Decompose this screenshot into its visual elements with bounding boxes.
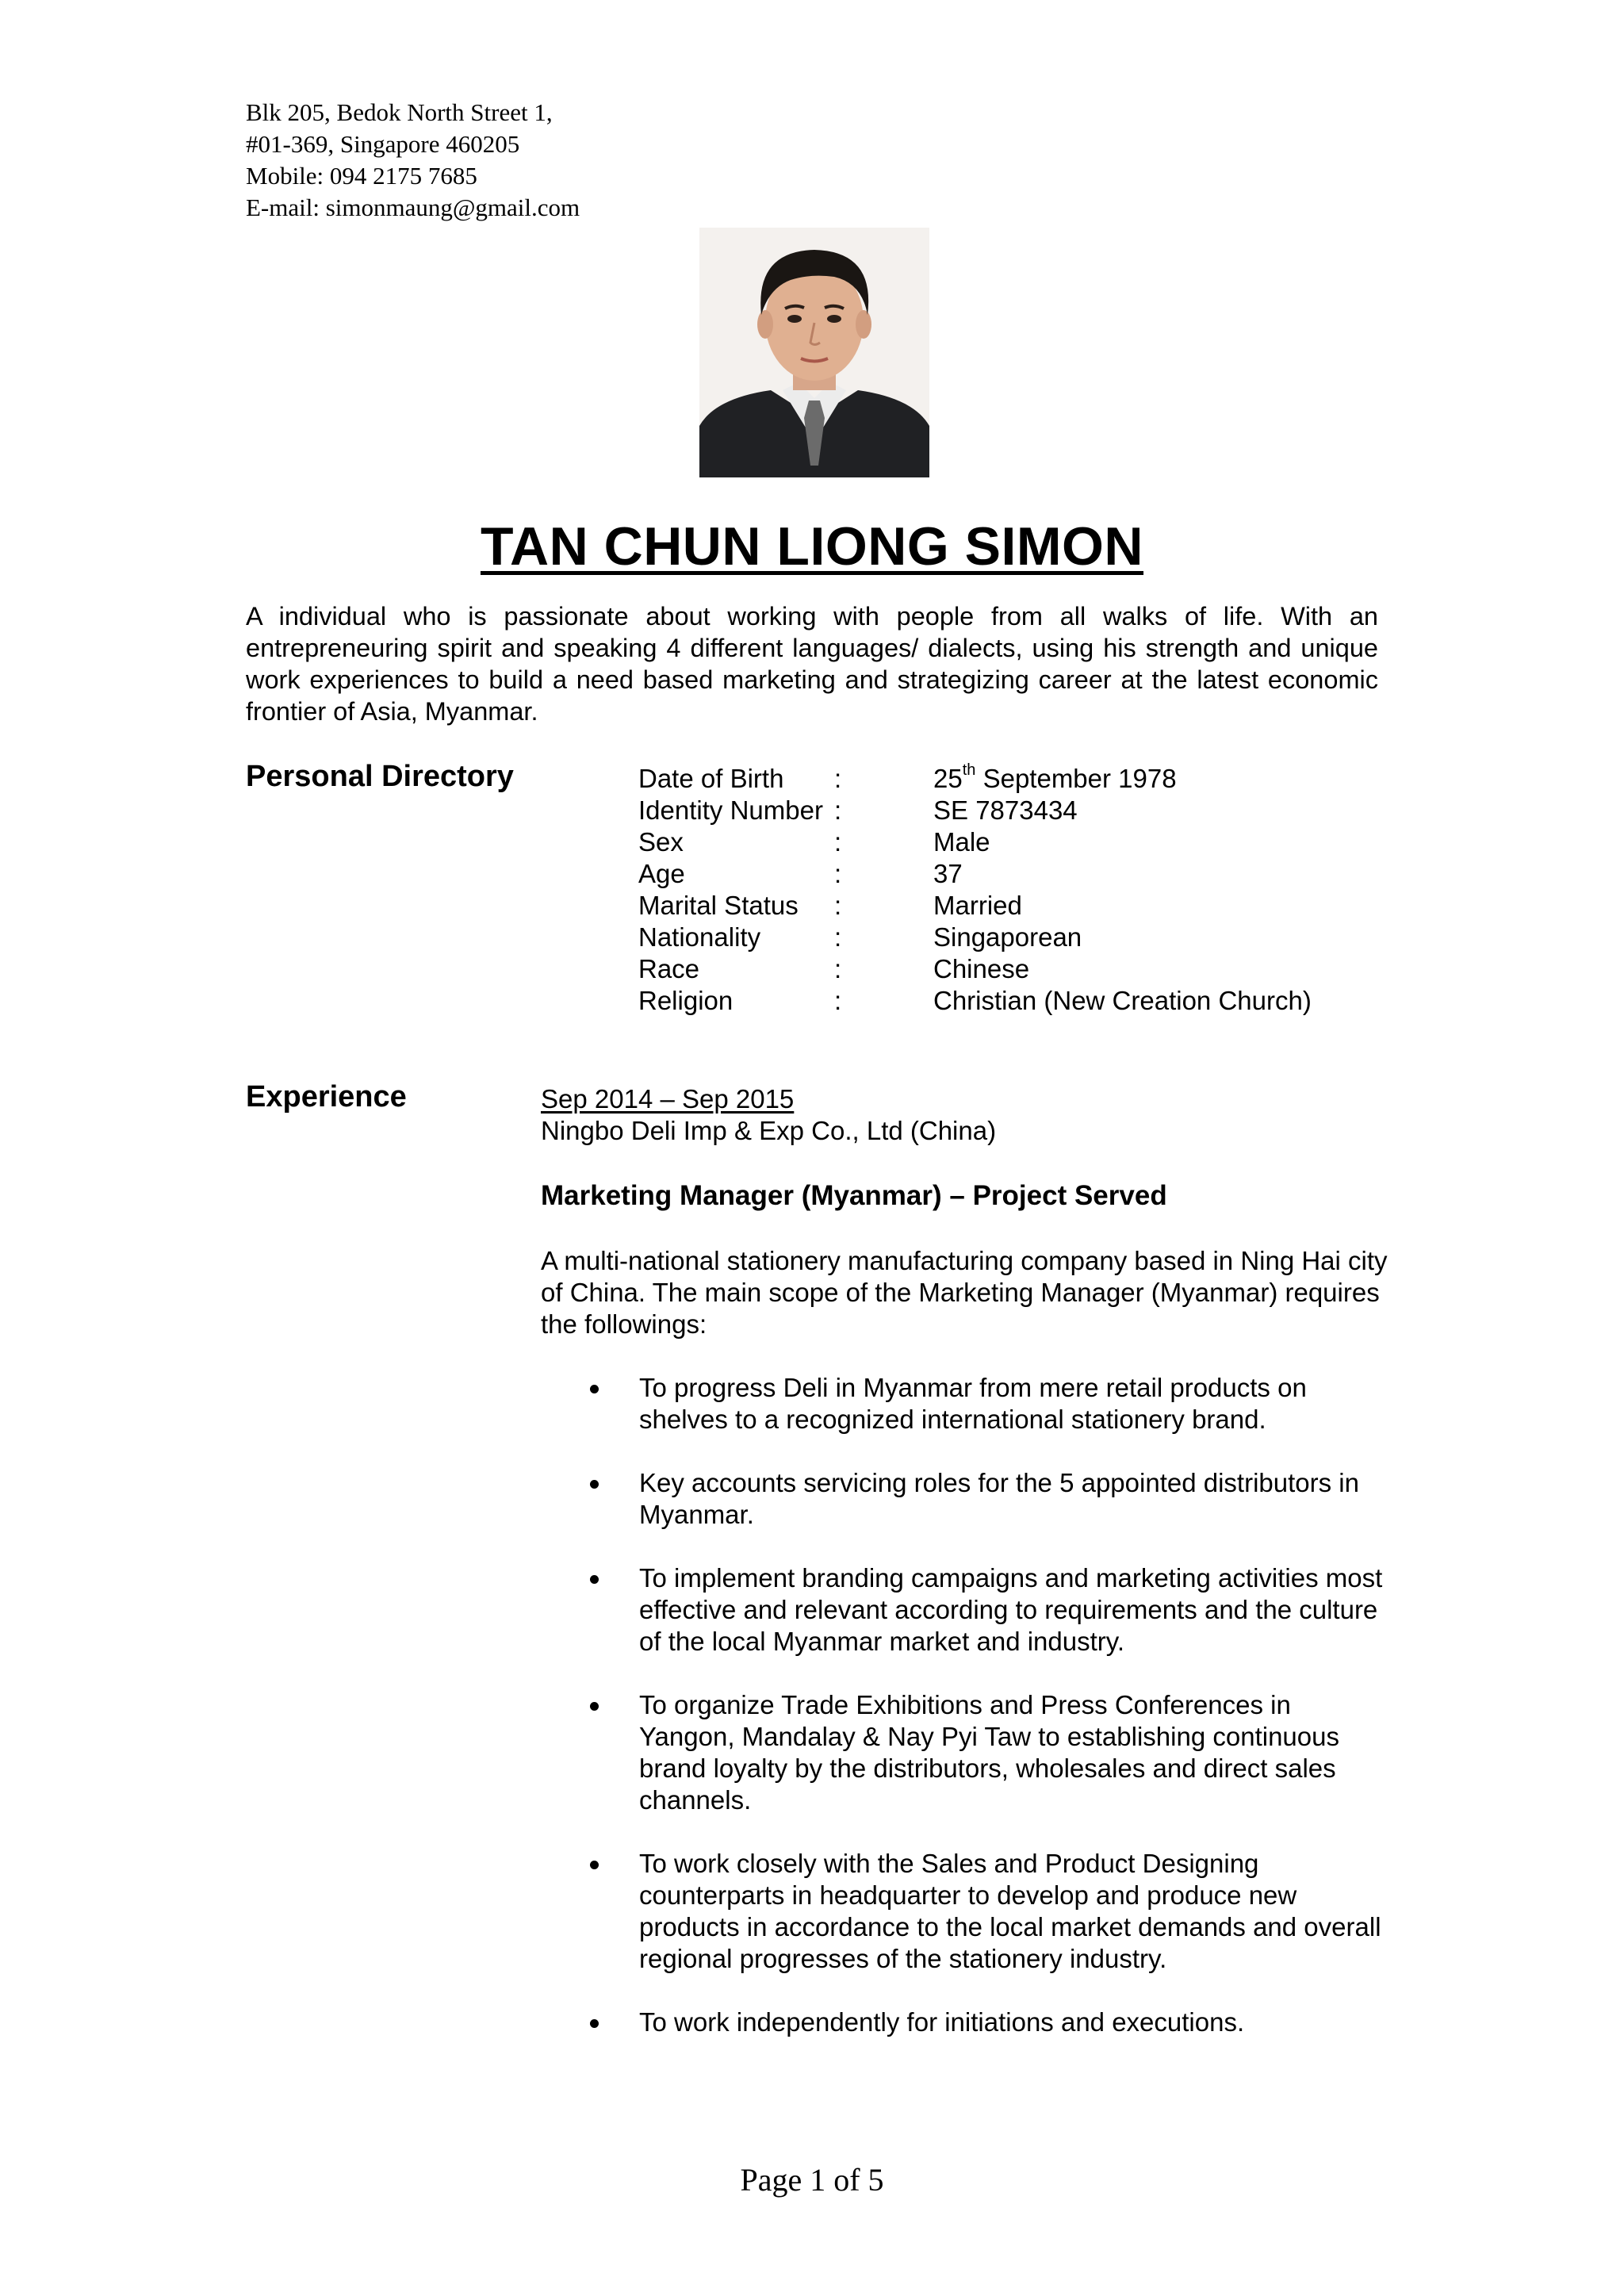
label-date-of-birth: Date of Birth bbox=[638, 764, 784, 793]
responsibility-list bbox=[541, 1372, 1389, 2070]
bullet-dot-icon bbox=[590, 1385, 599, 1393]
summary-paragraph: A individual who is passionate about working with people from all walks of life. With an entrepreneuring spirit and speaking 4 different languages/ dialects, using his strength and unique work experiences to build a need based marketing and strategizing career at the latest economic frontier of Asia, Myanmar. bbox=[246, 602, 1378, 726]
bullet-dot-icon bbox=[590, 1480, 599, 1489]
profile-photo bbox=[699, 228, 929, 477]
bullet-dot-icon bbox=[590, 1702, 599, 1711]
experience-role-title: Marketing Manager (Myanmar) – Project Served bbox=[541, 1180, 1167, 1211]
address-line-1: Blk 205, Bedok North Street 1, bbox=[246, 98, 553, 126]
experience-heading: Experience bbox=[246, 1080, 407, 1114]
list-item bbox=[541, 2007, 1389, 2038]
personal-directory-heading: Personal Directory bbox=[246, 760, 514, 793]
label-age: Age bbox=[638, 859, 685, 888]
label-nationality: Nationality bbox=[638, 922, 761, 952]
list-item bbox=[541, 1848, 1389, 1975]
value-sex: Male bbox=[933, 827, 990, 857]
dob-month-year: September 1978 bbox=[975, 764, 1177, 793]
bullet-dot-icon bbox=[590, 1575, 599, 1584]
label-identity-number: Identity Number bbox=[638, 795, 823, 825]
contact-block bbox=[246, 97, 580, 224]
list-item-text: To progress Deli in Myanmar from mere retail products on shelves to a recognized international stationery brand. bbox=[639, 1373, 1307, 1434]
label-sex: Sex bbox=[638, 827, 684, 857]
experience-description: A multi-national stationery manufacturing company based in Ning Hai city of China. The main scope of the Marketing Manager (Myanmar) requires the followings: bbox=[541, 1246, 1388, 1339]
value-identity-number: SE 7873434 bbox=[933, 795, 1078, 825]
colon: : bbox=[834, 764, 842, 793]
list-item bbox=[541, 1562, 1389, 1658]
value-nationality: Singaporean bbox=[933, 922, 1082, 952]
list-item-text: To implement branding campaigns and marketing activities most effective and relevant according to requirements and the culture of the local Myanmar market and industry. bbox=[639, 1563, 1383, 1656]
value-race: Chinese bbox=[933, 954, 1030, 983]
label-religion: Religion bbox=[638, 986, 733, 1015]
list-item-text: Key accounts servicing roles for the 5 appointed distributors in Myanmar. bbox=[639, 1468, 1359, 1529]
colon: : bbox=[834, 859, 842, 888]
personal-colons bbox=[834, 763, 841, 1017]
dob-day: 25 bbox=[933, 764, 963, 793]
colon: : bbox=[834, 954, 842, 983]
list-item-text: To organize Trade Exhibitions and Press Conferences in Yangon, Mandalay & Nay Pyi Taw to establishing continuous brand loyalty by the distributors, wholesales and direct sales channels. bbox=[639, 1690, 1339, 1815]
dob-ordinal: th bbox=[962, 761, 976, 779]
value-date-of-birth bbox=[933, 763, 1312, 795]
list-item-text: To work closely with the Sales and Product Designing counterparts in headquarter to develop and produce new products in accordance to the local market demands and overall regional progresses of the stationery industry. bbox=[639, 1849, 1381, 1973]
list-item bbox=[541, 1467, 1389, 1531]
candidate-name: TAN CHUN LIONG SIMON bbox=[480, 516, 1144, 577]
bullet-dot-icon bbox=[590, 1861, 599, 1869]
value-religion: Christian (New Creation Church) bbox=[933, 986, 1312, 1015]
list-item-text: To work independently for initiations and executions. bbox=[639, 2007, 1245, 2037]
value-marital-status: Married bbox=[933, 891, 1022, 920]
colon: : bbox=[834, 986, 842, 1015]
colon: : bbox=[834, 922, 842, 952]
label-marital-status: Marital Status bbox=[638, 891, 799, 920]
mobile-line: Mobile: 094 2175 7685 bbox=[246, 162, 477, 190]
value-age: 37 bbox=[933, 859, 963, 888]
personal-values bbox=[933, 763, 1312, 1017]
label-race: Race bbox=[638, 954, 700, 983]
colon: : bbox=[834, 795, 842, 825]
address-line-2: #01-369, Singapore 460205 bbox=[246, 130, 520, 158]
bullet-dot-icon bbox=[590, 2019, 599, 2028]
colon: : bbox=[834, 891, 842, 920]
experience-date-range: Sep 2014 – Sep 2015 bbox=[541, 1084, 795, 1114]
email-line: E-mail: simonmaung@gmail.com bbox=[246, 194, 580, 221]
experience-company: Ningbo Deli Imp & Exp Co., Ltd (China) bbox=[541, 1116, 997, 1145]
list-item bbox=[541, 1689, 1389, 1816]
list-item bbox=[541, 1372, 1389, 1435]
page-number: Page 1 of 5 bbox=[740, 2162, 884, 2198]
colon: : bbox=[834, 827, 842, 857]
personal-labels bbox=[638, 763, 823, 1017]
